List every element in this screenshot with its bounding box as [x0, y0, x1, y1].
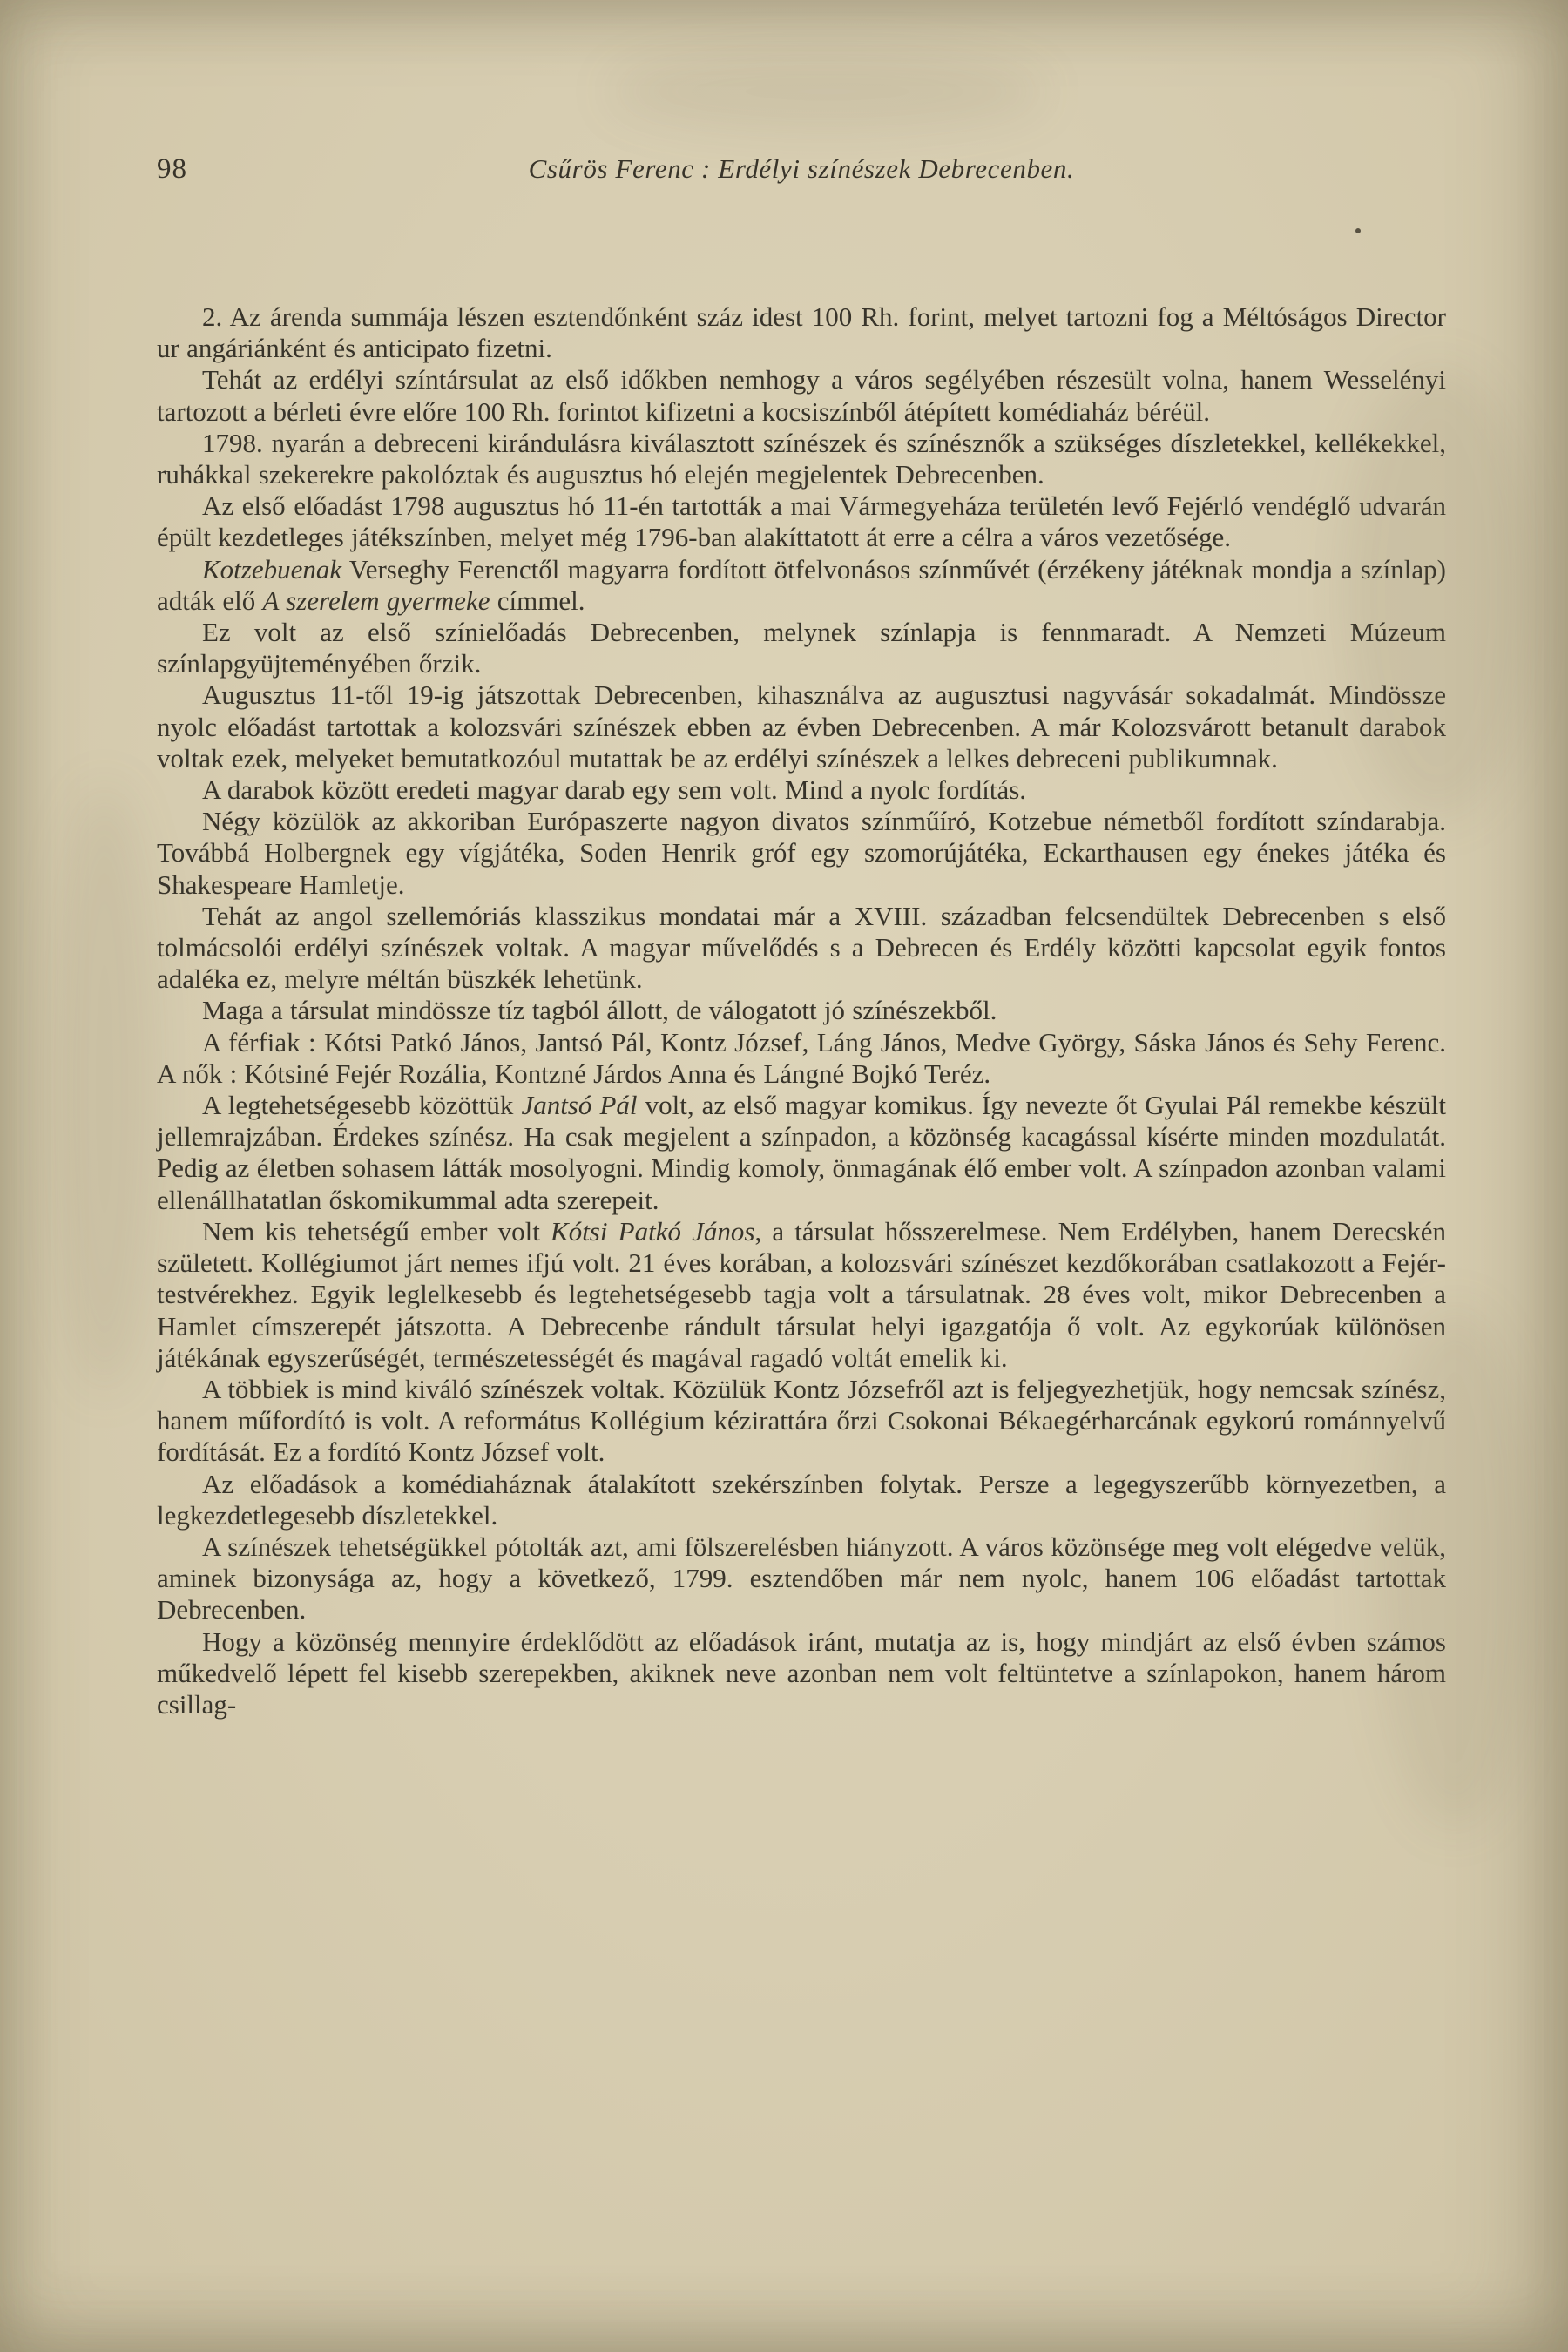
- running-title: Csűrös Ferenc : Erdélyi színészek Debrecenben.: [528, 153, 1075, 184]
- text-run: A férfiak : Kótsi Patkó János, Jantsó Pál, Kontz József, Láng János, Medve György, Sáska János és Sehy Ferenc. A nők : Kótsiné Fejér Rozália, Kontzné Járdos Anna és Lángné Bojkó Teréz.: [157, 1026, 1446, 1089]
- paragraph: [157, 617, 1446, 679]
- paragraph: [157, 428, 1446, 490]
- paragraph: [157, 1531, 1446, 1626]
- text-run: A többiek is mind kiváló színészek voltak. Közülük Kontz Józsefről azt is feljegyezhetjük, hogy nemcsak színész, hanem műfordító is volt. A református Kollégium kézirattára őrzi Csokonai Békaegérharcának egykorú románnyelvű fordítását. Ez a fordító Kontz József volt.: [157, 1373, 1446, 1468]
- text-run: volt, az első magyar komikus. Így nevezte őt Gyulai Pál remekbe készült jellemrajzában. Érdekes színész. Ha csak megjelent a színpadon, a közönség kacagással kísérte minden mozdulatát. Pedig az életben sohasem látták mosolyogni. Mindig komoly, önmagának élő ember volt. A színpadon azonban valami ellenállhatatlan őskomikummal adta szerepeit.: [157, 1090, 1446, 1215]
- paragraph: [157, 1090, 1446, 1216]
- paragraph: [157, 1374, 1446, 1469]
- paragraph: [157, 490, 1446, 553]
- text-run: Hogy a közönség mennyire érdeklődött az előadások iránt, mutatja az is, hogy mindjárt az első évben számos műkedvelő lépett fel kisebb szerepekben, akiknek neve azonban nem volt feltüntetve a színlapokon, hanem három csillag-: [157, 1625, 1446, 1720]
- text-run: Az előadások a komédiaháznak átalakított szekérszínben folytak. Persze a legegyszerűbb környezetben, a legkezdetlegesebb díszletekkel.: [157, 1468, 1446, 1531]
- paragraph: [157, 679, 1446, 774]
- text-run: , a társulat hősszerelmese. Nem Erdélyben, hanem Derecskén született. Kollégiumot járt nemes ifjú volt. 21 éves korában, a kolozsvári színészet kezdőkorában csatlakozott a Fejér-testvérekhez. Egyik leglelkesebb és legtehetségesebb tagja volt a társulatnak. 28 éves volt, mikor Debrecenben a Hamlet címszerepét játszotta. A Debrecenbe rándult társulat helyi igazgatója ő volt. Az egykorúak különösen játékának egyszerűségét, természetességét és magával ragadó voltát emelik ki.: [157, 1215, 1446, 1373]
- paragraph: [157, 301, 1446, 364]
- scan-artifact: [52, 784, 157, 1394]
- paragraph: [157, 1216, 1446, 1374]
- ink-speck: [1355, 228, 1361, 233]
- text-run: Ez volt az első színielőadás Debrecenben, melynek színlapja is fennmaradt. A Nemzeti Múzeum színlapgyüjteményében őrzik.: [157, 617, 1446, 679]
- text-run: A színészek tehetségükkel pótolták azt, ami fölszerelésben hiányzott. A város közönsége meg volt elégedve velük, aminek bizonysága az, hogy a következő, 1799. esztendőben már nem nyolc, hanem 106 előadást tartottak Debrecenben.: [157, 1531, 1446, 1625]
- paragraph: [157, 774, 1446, 806]
- paragraph: [157, 901, 1446, 996]
- paragraph: [157, 1469, 1446, 1531]
- text-run: Négy közülök az akkoriban Európaszerte nagyon divatos színműíró, Kotzebue németből fordított színdarabja. Továbbá Holbergnek egy vígjátéka, Soden Henrik gróf egy szomorújátéka, Eckarthausen egy énekes játéka és Shakespeare Hamletje.: [157, 806, 1446, 900]
- text-run: 1798. nyarán a debreceni kirándulásra kiválasztott színészek és színésznők a szükséges díszletekkel, kellékekkel, ruhákkal szekerekre pakolóztak és augusztus hó elején megjelentek Debrecenben.: [157, 427, 1446, 490]
- text-run: A legtehetségesebb közöttük: [202, 1090, 522, 1121]
- paragraph: [157, 1626, 1446, 1721]
- paragraph: [157, 554, 1446, 617]
- page-number: 98: [157, 153, 187, 185]
- paragraph: [157, 995, 1446, 1026]
- text-block: [157, 301, 1446, 1720]
- text-run: Tehát az angol szellemóriás klasszikus mondatai már a XVIII. században felcsendültek Debrecenben s első tolmácsolói erdélyi színészek voltak. A magyar művelődés s a Debrecen és Erdély közötti kapcsolat egyik fontos adaléka ez, melyre méltán büszkék lehetünk.: [157, 900, 1446, 995]
- emphasized-text: A szerelem gyermeke: [262, 585, 490, 616]
- text-run: Tehát az erdélyi színtársulat az első időkben nemhogy a város segélyében részesült volna, hanem Wesselényi tartozott a bérleti évre előre 100 Rh. forintot kifizetni a kocsiszínből átépített komédiaház béréül.: [157, 364, 1446, 427]
- scan-artifact: [610, 52, 1045, 131]
- text-run: 2. Az árenda summája lészen esztendőnként száz idest 100 Rh. forint, melyet tartozni fog a Méltóságos Director ur angáriánként és anticipato fizetni.: [157, 301, 1446, 364]
- text-run: Verseghy Ferenctől magyarra fordított ötfelvonásos színművét (érzékeny játéknak mondja a színlap) adták elő: [157, 553, 1446, 616]
- emphasized-text: Kotzebuenak: [202, 553, 342, 585]
- paragraph: [157, 364, 1446, 427]
- text-run: A darabok között eredeti magyar darab egy sem volt. Mind a nyolc fordítás.: [202, 774, 1027, 806]
- paragraph: [157, 1027, 1446, 1090]
- text-run: címmel.: [490, 585, 585, 616]
- paragraph: [157, 806, 1446, 901]
- text-run: Maga a társulat mindössze tíz tagból állott, de válogatott jó színészekből.: [202, 995, 997, 1026]
- text-run: Nem kis tehetségű ember volt: [202, 1215, 551, 1247]
- emphasized-text: Jantsó Pál: [521, 1090, 638, 1121]
- emphasized-text: Kótsi Patkó János: [551, 1215, 755, 1247]
- text-run: Augusztus 11-től 19-ig játszottak Debrecenben, kihasználva az augusztusi nagyvásár sokadalmát. Mindössze nyolc előadást tartottak a kolozsvári színészek ebben az évben Debrecenben. A már Kolozsvárott betanult darabok voltak ezek, melyeket bemutatkozóul mutattak be az erdélyi színészek a lelkes debreceni publikumnak.: [157, 679, 1446, 774]
- page-header: [157, 153, 1446, 193]
- text-run: Az első előadást 1798 augusztus hó 11-én tartották a mai Vármegyeháza területén levő Fejérló vendéglő udvarán épült kezdetleges játékszínben, melyet még 1796-ban alakíttatott át erre a célra a város vezetősége.: [157, 490, 1446, 553]
